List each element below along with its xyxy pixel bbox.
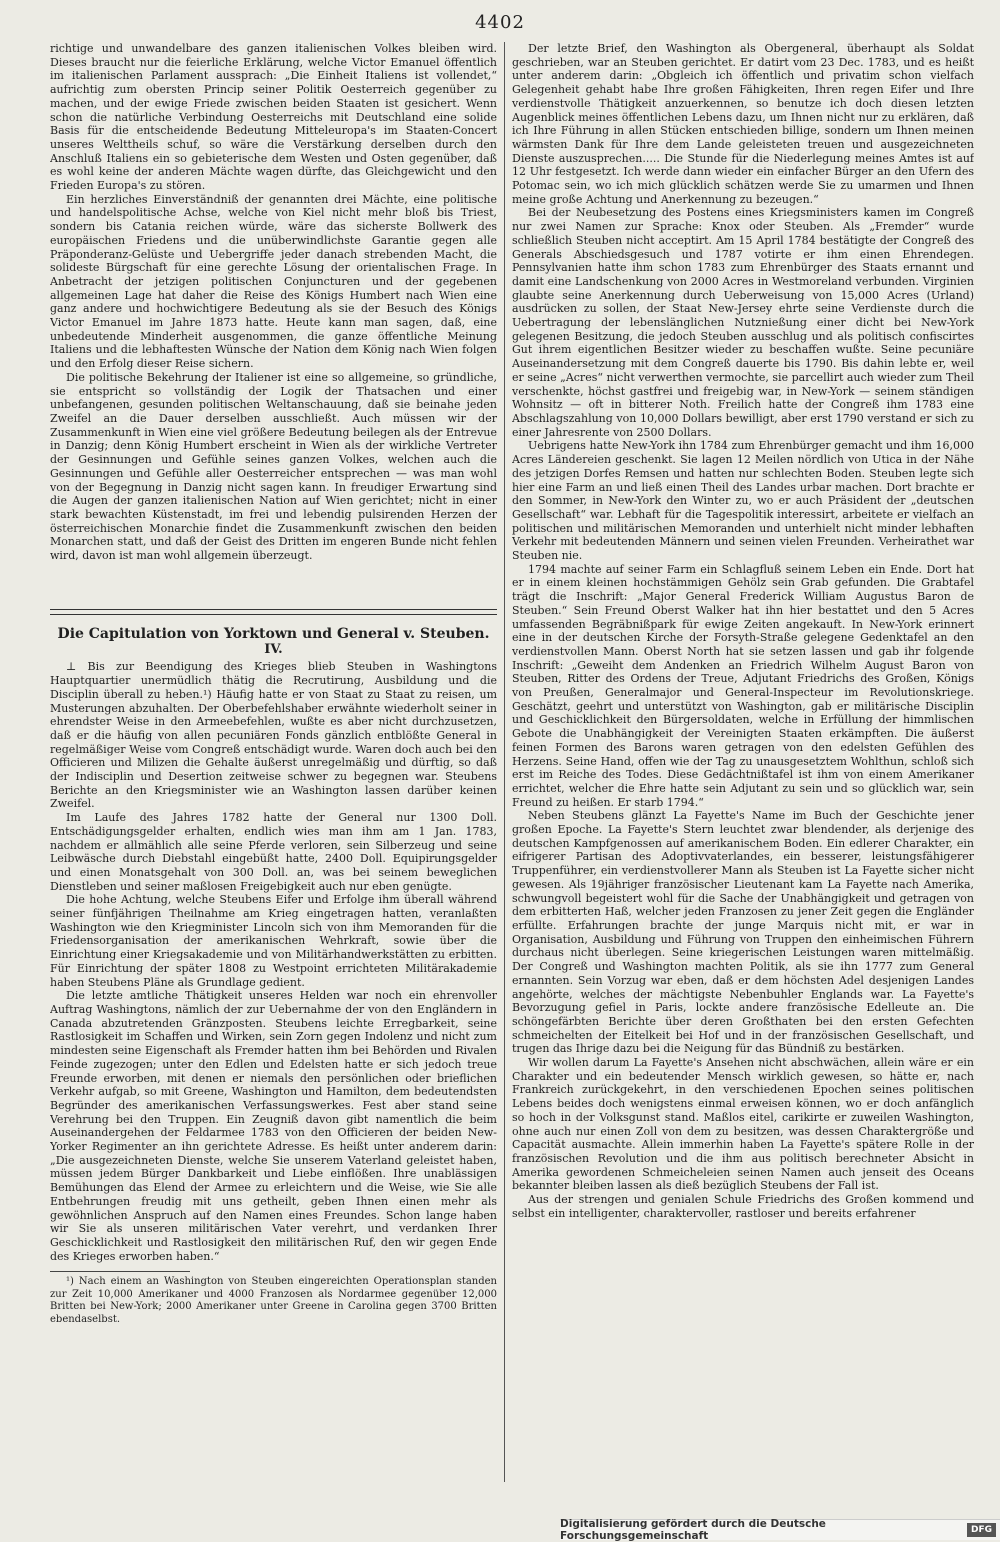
section-divider: [50, 609, 497, 610]
paragraph: Die politische Bekehrung der Italiener ist eine so allgemeine, so gründliche, sie entspricht so vollständig der Logik der Thatsachen und einer unbefangenen, gesunden politischen Weltanschauung, daß sie beinahe jeden Zweifel an die Dauer derselben ausschließt. Auch müssen wir der Zusammenkunft in Wien eine viel größere Bedeutung beilegen als der Entrevue in Danzig; denn König Humbert erscheint in Wien als der wirkliche Vertreter der Gesinnungen und Gefühle seines ganzen Volkes, welchen auch die Gesinnungen und Gefühle aller Oesterreicher entsprechen — was man wohl von der Begegnung in Danzig nicht sagen kann. In freudiger Erwartung sind die Augen der ganzen italienischen Nation auf Wien gerichtet; nicht in einer stark bewachten Küstenstadt, im frei und lebendig pulsirenden Herzen der österreichischen Monarchie findet die Zusammenkunft zwischen den beiden Monarchen statt, und daß der Geist des Dritten im engeren Bunde nicht fehlen wird, davon ist man wohl allgemein überzeugt.: [50, 370, 497, 563]
paragraph: Aus der strengen und genialen Schule Friedrichs des Großen kommend und selbst ein intelligenter, charaktervoller, rastloser und bereits erfahrener: [512, 1193, 974, 1220]
footnote-divider: [50, 1271, 190, 1272]
right-column: [512, 42, 974, 1508]
section-divider: [50, 614, 497, 615]
paragraph: Der letzte Brief, den Washington als Obergeneral, überhaupt als Soldat geschrieben, war an Steuben gerichtet. Er datirt vom 23 Dec. 1783, und es heißt unter anderem darin: „Obgleich ich öffentlich und privatim schon vielfach Gelegenheit gehabt habe Ihre großen Fähigkeiten, Ihren regen Eifer und Ihre verdienstvolle Thätigkeit anzuerkennen, so benutze ich doch diesen letzten Augenblick meines öffentlichen Lebens dazu, um Ihnen nicht nur zu erklären, daß ich Ihre Führung in allen Stücken entschieden billige, sondern um Ihnen meinen wärmsten Dank für Ihre dem Lande geleisteten treuen und ausgezeichneten Dienste auszusprechen..... Die Stunde für die Niederlegung meines Amtes ist auf 12 Uhr festgesetzt. Ich werde dann wieder ein einfacher Bürger an den Ufern des Potomac sein, wo ich mich glücklich schätzen werde Sie zu umarmen und Ihnen meine große Achtung und Anerkennung zu bezeugen.“: [512, 42, 974, 206]
footer-text: Digitalisierung gefördert durch die Deutsche Forschungsgemeinschaft: [560, 1518, 826, 1542]
digitization-footer: [560, 1519, 1000, 1540]
article-part-number: IV.: [264, 641, 283, 657]
paragraph: Wir wollen darum La Fayette's Ansehen nicht abschwächen, allein wäre er ein Charakter und ein bedeutender Mensch wirklich gewesen, so hätte er, nach Frankreich zurückgekehrt, in den verschiedenen Epochen seines politischen Lebens beides doch wenigstens einmal erweisen können, wo er doch anfänglich so hoch in der Volksgunst stand. Maßlos eitel, carikirte er zuweilen Washington, ohne auch nur einen Zoll von dem zu besitzen, was dessen Charaktergröße und Capacität ausmachte. Allein immerhin haben La Fayette's spätere Rolle in der französischen Revolution und die ihm aus politisch berechneter Absicht in Amerika gewordenen Schmeicheleien seinen Namen auch jenseit des Oceans bekannter bleiben lassen als dieß bezüglich Steubens der Fall ist.: [512, 1056, 974, 1193]
paragraph: Ein herzliches Einverständniß der genannten drei Mächte, eine politische und handelspolitische Achse, welche von Kiel nicht mehr bloß bis Triest, sondern bis Catania reichen würde, wäre das sicherste Bollwerk des europäischen Friedens und die unüberwindlichste Garantie gegen alle Präponderanz-Gelüste und Uebergriffe jeder danach strebenden Macht, die solideste Bürgschaft für eine gerechte Lösung der orientalischen Frage. In Anbetracht der jetzigen politischen Conjuncturen und der gegebenen allgemeinen Lage hat daher die Reise des Königs Humbert nach Wien eine ganz andere und hochwichtigere Bedeutung als sie der Besuch des Königs Victor Emanuel im Jahre 1873 hatte. Heute kann man sagen, daß, eine unbedeutende Minderheit ausgenommen, die ganze öffentliche Meinung Italiens und die lebhaftesten Wünsche der Nation dem König nach Wien folgen und den Erfolg dieser Reise sichern.: [50, 192, 497, 371]
footnote: ¹) Nach einem an Washington von Steuben eingereichten Operationsplan standen zur Zeit 10,000 Amerikaner und 4000 Franzosen als Nordarmee gegenüber 12,000 Britten bei New-York; 2000 Amerikaner unter Greene in Carolina gegen 3700 Britten ebendaselbst.: [50, 1276, 497, 1325]
dfg-logo-icon: DFG: [967, 1523, 996, 1537]
paragraph: Die hohe Achtung, welche Steubens Eifer und Erfolge ihm überall während seiner fünfjährigen Theilnahme am Krieg eingetragen hatten, veranlaßten Washington wie den Kriegminister Lincoln sich von ihm Memoranden für die Friedensorganisation der amerikanischen Wehrkraft, sowie über die Einrichtung einer Kriegsakademie und von Militärhandwerkstätten zu erbitten. Für Einrichtung der später 1808 zu Westpoint errichteten Militärakademie haben Steubens Pläne als Grundlage gedient.: [50, 893, 497, 989]
paragraph: Im Laufe des Jahres 1782 hatte der General nur 1300 Doll. Entschädigungsgelder erhalten, endlich wies man ihm am 1 Jan. 1783, nachdem er allmählich alle seine Pferde verloren, sein Silberzeug und seine Leibwäsche durch Diebstahl eingebüßt hatte, 2400 Doll. Equipirungsgelder und einen Monatsgehalt von 300 Doll. an, was bei seinem beweglichen Dienstleben und seiner maßlosen Freigebigkeit auch nur eben genügte.: [50, 811, 497, 893]
column-divider: [504, 42, 505, 1482]
paragraph: richtige und unwandelbare des ganzen italienischen Volkes bleiben wird. Dieses braucht nur die feierliche Erklärung, welche Victor Emanuel öffentlich im italienischen Parlament aussprach: „Die Einheit Italiens ist vollendet,“ aufrichtig zum obersten Princip seiner Politik Oesterreich gegenüber zu machen, und der ewige Friede zwischen beiden Staaten ist gesichert. Wenn schon die natürliche Verbindung Oesterreichs mit Deutschland eine solide Basis für die entscheidende Bedeutung Mitteleuropa's im Staaten-Concert unseres Welttheils schuf, so wäre die Verstärkung derselben durch den Anschluß Italiens ein so gebieterische dem Westen und Osten gegenüber, daß es wohl keine der anderen Mächte wagen dürfte, das Gleichgewicht und den Frieden Europa's zu stören.: [50, 42, 497, 193]
paragraph: Uebrigens hatte New-York ihn 1784 zum Ehrenbürger gemacht und ihm 16,000 Acres Ländereien geschenkt. Sie lagen 12 Meilen nördlich von Utica in der Nähe des jetzigen Dorfes Remsen und hatten nur schlechten Boden. Steuben legte sich hier eine Farm an und ließ einen Theil des Landes urbar machen. Dort brachte er den Sommer, in New-York den Winter zu, wo er auch Präsident der „deutschen Gesellschaft“ war. Lebhaft für die Tagespolitik interessirt, arbeitete er vielfach an politischen und militärischen Memoranden und unterhielt nicht minder lebhaften Verkehr mit bedeutenden Männern und seinen vielen Freunden. Verheirathet war Steuben nie.: [512, 439, 974, 563]
page-number: 4402: [475, 12, 525, 33]
paragraph: Bei der Neubesetzung des Postens eines Kriegsministers kamen im Congreß nur zwei Namen zur Sprache: Knox oder Steuben. Als „Fremder“ wurde schließlich Steuben nicht acceptirt. Am 15 April 1784 bestätigte der Congreß des Generals Abschiedsgesuch und 1787 votirte er ihm einen Ehrendegen. Pennsylvanien hatte ihm schon 1783 zum Ehrenbürger des Staats ernannt und damit eine Landschenkung von 2000 Acres in Westmoreland verbunden. Virginien glaubte seine Anerkennung durch Ueberweisung von 15,000 Acres (Urland) ausdrücken zu sollen, der Staat New-Jersey ehrte seine Verdienste durch die Uebertragung der lebenslänglichen Nutznießung einer dicht bei New-York gelegenen Besitzung, die jedoch Steuben ausschlug und als politisch confiscirtes Gut ihrem eigentlichen Besitzer wieder zu beschaffen wußte. Seine pecuniäre Auseinandersetzung mit dem Congreß dauerte bis 1790. Bis dahin lebte er, weil er seine „Acres“ nicht verwerthen vermochte, sie parcellirt auch wieder zum Theil verschenkte, höchst gastfrei und freigebig war, in New-York — seinem ständigen Wohnsitz — oft in bitterer Noth. Freilich hatte der Congreß ihm 1783 eine Abschlagszahlung von 10,000 Dollars bewilligt, aber erst 1790 verstand er sich zu einer Jahresrente von 2500 Dollars.: [512, 206, 974, 439]
article-title: Die Capitulation von Yorktown und General v. Steuben.: [57, 625, 490, 642]
paragraph: Neben Steubens glänzt La Fayette's Name im Buch der Geschichte jener großen Epoche. La Fayette's Stern leuchtet zwar blendender, als derjenige des deutschen Kampfgenossen auf amerikanischem Boden. Ein edlerer Charakter, ein eifrigerer Partisan des Adoptivvaterlandes, ein besserer, leistungsfähigerer Truppenführer, ein verdienstvollerer Mann als Steuben ist La Fayette sicher nicht gewesen. Als 19jähriger französischer Lieutenant kam La Fayette nach Amerika, schwungvoll begeistert wohl für die Sache der Unabhängigkeit und getragen von dem erbitterten Haß, welcher jeden Franzosen zu jener Zeit gegen die Engländer erfüllte. Erfahrungen brachte der junge Marquis nicht mit, er war in Organisation, Ausbildung und Führung von Truppen den einheimischen Führern durchaus nicht überlegen. Seine kriegerischen Leistungen waren mittelmäßig. Der Congreß und Washington machten Politik, als sie ihn 1777 zum General ernannten. Sein Vorzug war eben, daß er dem höchsten Adel desjenigen Landes angehörte, welches der mächtigste Nebenbuhler Englands war. La Fayette's Bevorzugung gefiel in Paris, lockte andere französische Edelleute an. Die schöngefärbten Berichte über deren Großthaten bei den ersten Gefechten schmeichelten der Eitelkeit bei Hof und in der französischen Gesellschaft, und trugen das Ihrige dazu bei die Neigung für das Bündniß zu bestärken.: [512, 809, 974, 1056]
paragraph: 1794 machte auf seiner Farm ein Schlagfluß seinem Leben ein Ende. Dort hat er in einem kleinen hochstämmigen Gehölz sein Grab gefunden. Die Grabtafel trägt die Inschrift: „Major General Frederick William Augustus Baron de Steuben.“ Sein Freund Oberst Walker hat ihn hier bestattet und den 5 Acres umfassenden Begräbnißpark für ewige Zeiten angekauft. In New-York erinnert eine in der deutschen Kirche der Forsyth-Straße gelegene Gedenktafel an den verdienstvollen Mann. Oberst North hat sie setzen lassen und gab ihr folgende Inschrift: „Geweiht dem Andenken an Friedrich Wilhelm August Baron von Steuben, Ritter des Ordens der Treue, Adjutant Friedrichs des Großen, Königs von Preußen, Generalmajor und General-Inspecteur im Revolutionskriege. Geschätzt, geehrt und unterstützt von Washington, gab er militärische Disciplin und Geschicklichkeit den Bürgersoldaten, welche in Erfüllung der himmlischen Gebote die Unabhängigkeit der Vereinigten Staaten erkämpften. Die äußerst feinen Formen des Barons waren getragen von den edelsten Gefühlen des Herzens. Seine Hand, offen wie der Tag zu unausgesetztem Wohlthun, schloß sich erst im Reiche des Todes. Diese Gedächtnißtafel ist ihm von einem Amerikaner errichtet, welcher die Ehre hatte sein Adjutant zu sein und so glücklich war, sein Freund zu heißen. Er starb 1794.“: [512, 562, 974, 809]
paragraph: Die letzte amtliche Thätigkeit unseres Helden war noch ein ehrenvoller Auftrag Washingtons, nämlich der zur Uebernahme der von den Engländern in Canada abzutretenden Gränzposten. Steubens leichte Erregbarkeit, seine Rastlosigkeit im Schaffen und Wirken, sein Zorn gegen Indolenz und nicht zum mindesten seine Eigenschaft als Fremder hatten ihm bei Behörden und Rivalen Feinde zugezogen; unter den Edlen und Edelsten hatte er sich jedoch treue Freunde erworben, mit denen er niemals den persönlichen oder brieflichen Verkehr aufgab, so mit Greene, Washington und Hamilton, dem bedeutendsten Begründer des amerikanischen Verfassungswerkes. Fest aber stand seine Verehrung bei den Truppen. Ein Zeugniß davon gibt namentlich die beim Auseinandergehen der Feldarmee 1783 von den Officieren der beiden New-Yorker Regimenter an ihn gerichtete Adresse. Es heißt unter anderem darin: „Die ausgezeichneten Dienste, welche Sie unserem Vaterland geleistet haben, müssen jedem Bürger Dankbarkeit und Liebe einflößen. Ihre unablässigen Bemühungen das Elend der Armee zu erleichtern und die Weise, wie Sie alle Entbehrungen freudig mit uns getheilt, geben Ihnen einen mehr als gewöhnlichen Anspruch auf den Namen eines Freundes. Schon lange haben wir Sie als unseren militärischen Vater verehrt, und verdanken Ihrer Geschicklichkeit und Rastlosigkeit den militärischen Ruf, den wir gegen Ende des Krieges erworben haben.“: [50, 989, 497, 1263]
paragraph: ⊥ Bis zur Beendigung des Krieges blieb Steuben in Washingtons Hauptquartier unermüdlich thätig die Recrutirung, Ausbildung und die Disciplin überall zu heben.¹) Häufig hatte er von Staat zu Staat zu reisen, um Musterungen abzuhalten. Der Oberbefehlshaber erwähnte wiederholt seiner in ehrendster Weise in den Armeebefehlen, wußte es aber nicht durchzusetzen, daß er die häufig von allen pecuniären Fonds gänzlich entblößte General in regelmäßiger Weise vom Congreß entschädigt wurde. Waren doch auch bei den Officieren und Milizen die Gehalte äußerst unregelmäßig und dürftig, so daß der Indisciplin und Desertion zeitweise schwer zu begegnen war. Steubens Berichte an den Kriegsminister wie an Washington lassen darüber keinen Zweifel.: [50, 660, 497, 811]
left-column: [50, 42, 497, 1478]
